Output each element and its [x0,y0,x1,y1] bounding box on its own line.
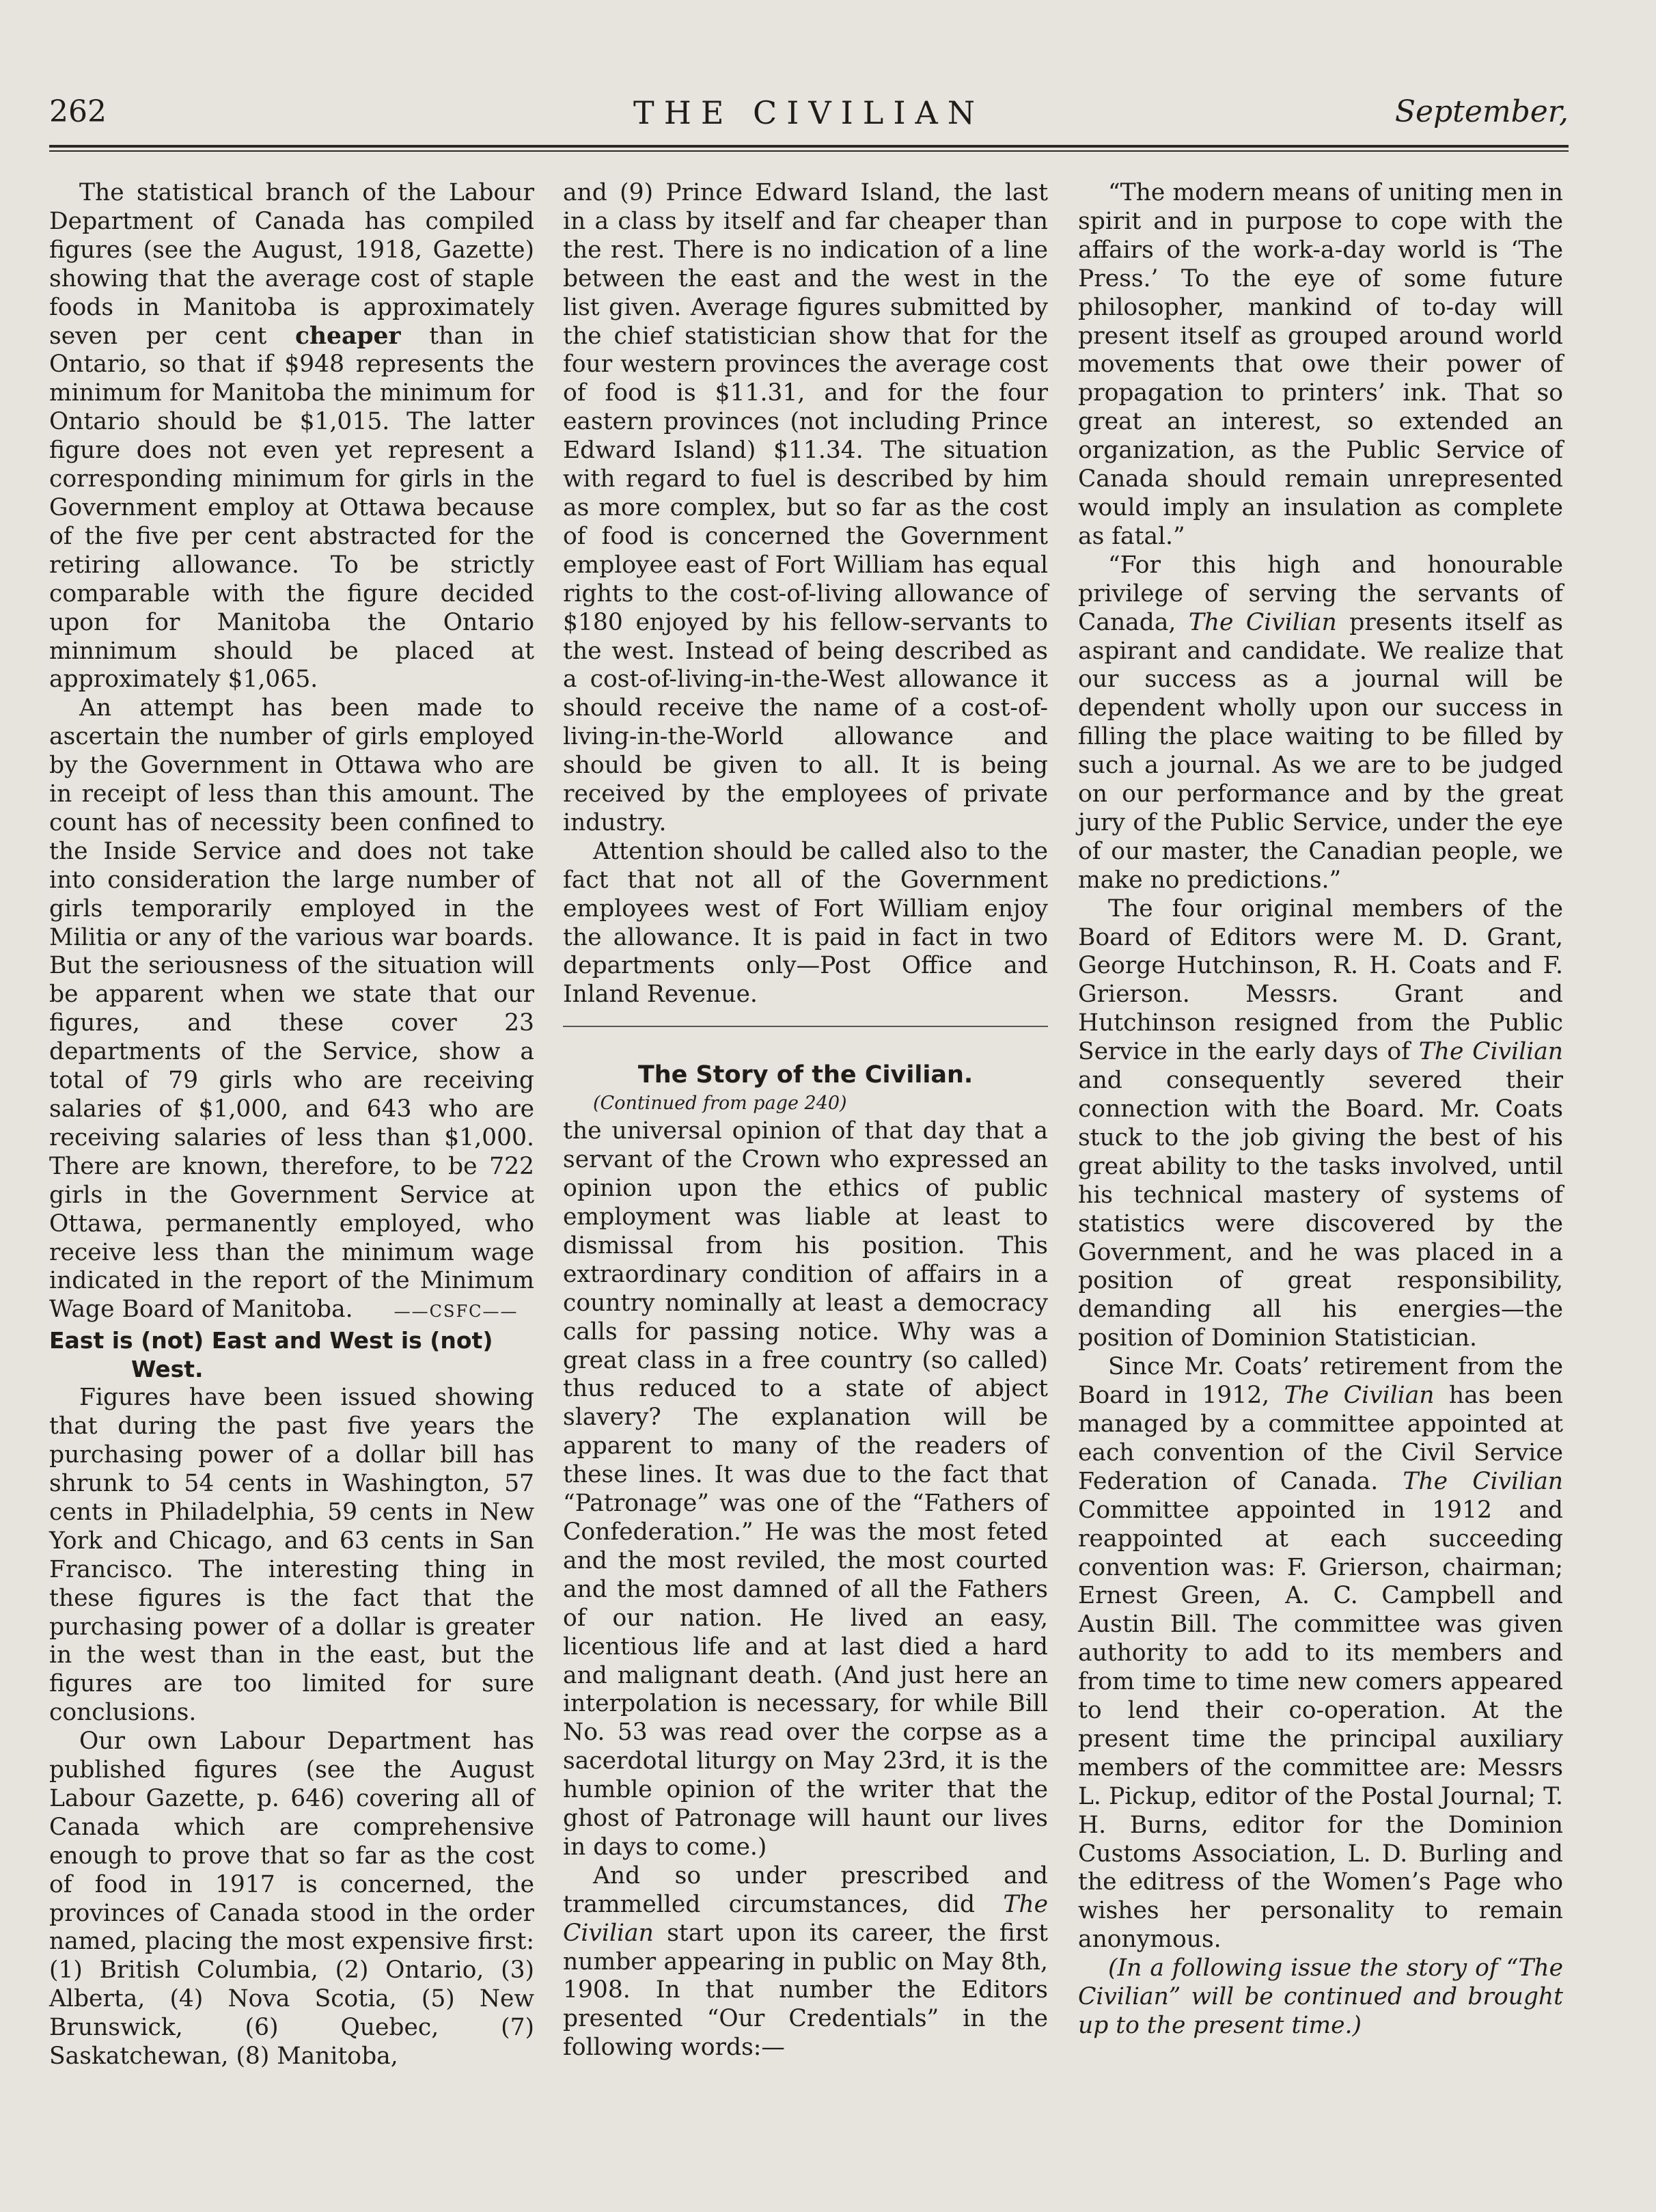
paragraph-text: Committee appointed in 1912 and reappointed at each succeeding convention was: F. Grierson, chairman; Ernest Green, A. C. Campbell and Austin Bill. The committee was given authority to add to its members and from time to time new comers appeared to lend their co-operation. At the present time the principal auxiliary members of the committee are: Messrs L. Pickup, editor of the Postal Journal; T. H. Burns, editor for the Dominion Customs Association, L. D. Burling and the editress of the Women’s Page who wishes her personality to remain anonymous. [1078,1496,1563,1954]
column-left [49,179,534,2071]
article-divider [563,1026,1048,1027]
section-separator: ——CSFC—— [394,1302,519,1322]
paragraph [1078,895,1563,1354]
continued-note: (Continued from page 240) [593,1093,847,1115]
italic-title: The Civilian [1418,1038,1563,1066]
italic-title: The Civilian [1188,608,1337,636]
paragraph-text: “For this high and honourable privilege of serving the servants of Canada, [1078,551,1563,636]
section-heading-continued: West. [131,1356,204,1383]
issue-month: September, [1394,94,1569,129]
paragraph: Attention should be called also to the fact that not all of the Government employees west of Fort William enjoy the allowance. It is paid in fact in two departments only—Post Office and Inland Revenue. [563,837,1048,1009]
paragraph: “The modern means of uniting men in spirit and in purpose to cope with the affairs of the work-a-day world is ‘The Press.’ To the eye of some future philosopher, mankind of to-day will present itself as grouped around world movements that owe their power of propagation to printers’ ink. That so great an interest, so extended an organization, as the Public Service of Canada should remain unrepresented would imply an insulation as complete as fatal.” [1078,179,1563,550]
paragraph [1078,1353,1563,1954]
paragraph: and (9) Prince Edward Island, the last in a class by itself and far cheaper than the rest. There is no indication of a line between the east and the west in the list given. Average figures submitted by the chief statistician show that for the four western provinces the average cost of food is $11.31, and for the four eastern provinces (not including Prince Edward Island) $11.34. The situation with regard to fuel is described by him as more complex, but so far as the cost of food is concerned the Government employee east of Fort William has equal rights to the cost-of-living allowance of $180 enjoyed by his fellow-servants to the west. Instead of being described as a cost-of-living-in-the-West allowance it should receive the name of a cost-of-living-in-the-World allowance and should be given to all. It is being received by the employees of private industry. [563,179,1048,836]
paragraph-text: Since Mr. Coats’ retirement from the Board in 1912, [1078,1353,1563,1410]
paragraph: Figures have been issued showing that during the past five years the purchasing power of a dollar bill has shrunk to 54 cents in Washington, 57 cents in Philadelphia, 59 cents in New York and Chicago, and 63 cents in San Francisco. The interesting thing in these figures is the fact that the purchasing power of a dollar is greater in the west than in the east, but the figures are too limited for sure conclusions. [49,1384,534,1727]
header-rule [49,145,1569,152]
italic-title: The Civilian [563,1890,1048,1947]
paragraph [563,1862,1048,2062]
section-heading: East is (not) East and West is (not) [49,1327,493,1354]
closing-note: (In a following issue the story of “The Civilian” will be continued and brought up to the present time.) [1078,1954,1563,2039]
article-title: The Story of the Civilian. [637,1061,974,1089]
paragraph: the universal opinion of that day that a servant of the Crown who expressed an opinion upon the ethics of public employment was liable at least to dismissal from his position. This extraordinary condition of affairs in a country nominally at least a democracy calls for passing notice. Why was a great class in a free country (so called) thus reduced to a state of abject slavery? The explanation will be apparent to many of the readers of these lines. It was due to the fact that “Patronage” was one of the “Fathers of Confederation.” He was the most feted and the most reviled, the most courted and the most damned of all the Fathers of our nation. He lived an easy, licentious life and at last died a hard and malignant death. (And just here an interpolation is necessary, for while Bill No. 53 was read over the corpse as a sacerdotal liturgy on May 23rd, it is the humble opinion of the writer that the ghost of Patronage will haunt our lives in days to come.) [563,1117,1048,1861]
column-middle [563,179,1048,2062]
italic-title: The Civilian [1403,1467,1564,1495]
paragraph-text: The statistical branch of the Labour Department of Canada has compiled figures (see the August, 1918, Gazette) showing that the average cost of staple foods in Manitoba is approximately seven per cent [49,179,534,350]
page-number: 262 [49,94,107,129]
paragraph-text: And so under prescribed and trammelled circumstances, did [563,1861,1048,1918]
paragraph [1078,551,1563,895]
paragraph-text: The four original members of the Board of Editors were M. D. Grant, George Hutchinson, R. H. Coats and F. Grierson. Messrs. Grant and Hutchinson resigned from the Public Service in the early days of [1078,895,1563,1066]
publication-title: THE CIVILIAN [633,94,984,131]
paragraph-text: has been managed by a committee appointed at each convention of the Civil Service Federation of Canada. [1078,1382,1563,1495]
paragraph: Our own Labour Department has published figures (see the August Labour Gazette, p. 646) covering all of Canada which are comprehensive enough to prove that so far as the cost of food in 1917 is concerned, the provinces of Canada stood in the order named, placing the most expensive first: (1) British Columbia, (2) Ontario, (3) Alberta, (4) Nova Scotia, (5) New Brunswick, (6) Quebec, (7) Saskatchewan, (8) Manitoba, [49,1728,534,2071]
page-header [49,94,1569,142]
italic-title: The Civilian [1284,1382,1435,1410]
paragraph-text: presents itself as aspirant and candidate. We realize that our success as a journal will be dependent wholly upon our success in filling the place waiting to be filled by such a journal. As we are to be judged on our performance and by the great jury of the Public Service, under the eye of our master, the Canadian people, we make no predictions.” [1078,608,1563,894]
paragraph-text: An attempt has been made to ascertain the number of girls employed by the Government in Ottawa who are in receipt of less than this amount. The count has of necessity been confined to the Inside Service and does not take into consideration the large number of girls temporarily employed in the Militia or any of the various war boards. But the seriousness of the situation will be apparent when we state that our figures, and these cover 23 departments of the Service, show a total of 79 girls who are receiving salaries of $1,000, and 643 who are receiving salaries of less than $1,000. There are known, therefore, to be 722 girls in the Government Service at Ottawa, permanently employed, who receive less than the minimum wage indicated in the report of the Minimum Wage Board of Manitoba. [49,694,534,1324]
paragraph [49,694,534,1326]
paragraph-text: and consequently severed their connection with the Board. Mr. Coats stuck to the job giving the best of his great ability to the tasks involved, until his technical mastery of systems of statistics were discovered by the Government, and he was placed in a position of great responsibility, demanding all his energies—the position of Dominion Statistician. [1078,1067,1563,1352]
paragraph [49,179,534,694]
paragraph-text: than in Ontario, so that if $948 represents the minimum for Manitoba the minimum for Ontario should be $1,015. The latter figure does not even yet represent a corresponding minimum for girls in the Government employ at Ottawa because of the five per cent abstracted for the retiring allowance. To be strictly comparable with the figure decided upon for Manitoba the Ontario minnimum should be placed at approximately $1,065. [49,322,535,694]
paragraph-text: start upon its career, the first number appearing in public on May 8th, 1908. In that number the Editors presented “Our Credentials” in the following words:— [563,1919,1048,2062]
column-right [1078,179,1563,2040]
bold-word: cheaper [294,322,401,350]
